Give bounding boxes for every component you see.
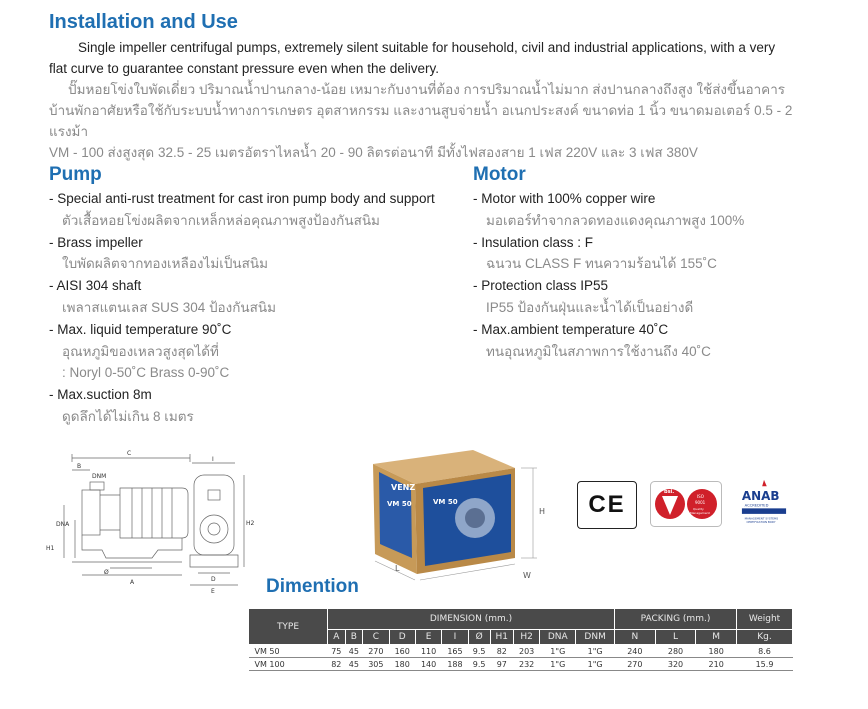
pump-item-th: ดูดลึกได้ไม่เกิน 8 เมตร [62, 408, 194, 424]
dim-label-i: I [212, 456, 214, 463]
header-weight: Weight [737, 609, 793, 630]
value-cell: 188 [442, 658, 468, 671]
dimention-title: Dimention [266, 576, 359, 597]
bsi-text: bsi. [664, 489, 675, 495]
value-cell: 9.5 [468, 658, 490, 671]
product-box-image [365, 446, 560, 586]
value-cell: 240 [615, 645, 656, 658]
dim-label-a: A [130, 579, 135, 586]
dim-label-b: B [77, 463, 82, 470]
column-header: D [389, 630, 415, 645]
value-cell: 203 [513, 645, 539, 658]
dim-label-phi: Ø [104, 569, 109, 576]
anab-accredited: ACCREDITED [744, 503, 769, 508]
motor-item-en: - Protection class IP55 [473, 278, 609, 294]
header-type: TYPE [249, 609, 328, 645]
value-cell: 305 [363, 658, 389, 671]
table-row [249, 658, 793, 671]
value-cell: 320 [655, 658, 696, 671]
column-header: A [328, 630, 346, 645]
column-header: DNA [540, 630, 576, 645]
anab-sub3: CERTIFICATION BODY [746, 520, 776, 524]
value-cell: 210 [696, 658, 737, 671]
motor-item-en: - Insulation class : F [473, 234, 594, 250]
install-en-line1: Single impeller centrifugal pumps, extremely silent suitable for household, civil and industrial applications, with a very [78, 40, 776, 55]
column-header: B [345, 630, 363, 645]
column-header: I [442, 630, 468, 645]
header-dimension: DIMENSION (mm.) [328, 609, 615, 630]
motor-item-th: ทนอุณหภูมิในสภาพการใช้งานถึง 40˚C [486, 343, 711, 359]
iso-line3: Quality [693, 507, 704, 511]
pump-item-th: เพลาสแตนเลส SUS 304 ป้องกันสนิม [62, 299, 277, 315]
column-header: H1 [490, 630, 513, 645]
anab-text: ANAB [741, 489, 780, 504]
value-cell: 110 [415, 645, 441, 658]
dim-label-h1: H1 [46, 545, 55, 552]
value-cell: 160 [389, 645, 415, 658]
value-cell: 9.5 [468, 645, 490, 658]
header-packing: PACKING (mm.) [615, 609, 737, 630]
motor-spec-list [473, 188, 803, 362]
table-body [249, 645, 793, 671]
iso-line1: ISO [697, 494, 704, 499]
value-cell: 232 [513, 658, 539, 671]
pump-item-th: : Noryl 0-50˚C Brass 0-90˚C [62, 365, 230, 381]
box-model-front: VM 50 [433, 498, 458, 506]
table-row [249, 645, 793, 658]
column-header: C [363, 630, 389, 645]
pump-spec-list [49, 188, 469, 428]
install-en-line2: flat curve to guarantee constant pressure even when the delivery. [49, 61, 439, 76]
value-cell: 1"G [540, 658, 576, 671]
value-cell: 1"G [540, 645, 576, 658]
value-cell: 140 [415, 658, 441, 671]
dimension-table [248, 608, 793, 671]
column-header: Ø [468, 630, 490, 645]
pump-item-en: - Special anti-rust treatment for cast iron pump body and support [49, 191, 435, 206]
box-dim-w: W [523, 571, 531, 580]
motor-item-th: ฉนวน CLASS F ทนความร้อนได้ 155˚C [486, 256, 717, 272]
value-cell: 45 [345, 645, 363, 658]
anab-accredited-mark [734, 478, 794, 524]
install-th-line3: VM - 100 ส่งสูงสุด 32.5 - 25 เมตรอัตราไหลน้ำ 20 - 90 ลิตรต่อนาที มีทั้งไฟสองสาย 1 เฟส 220V และ 3 เฟส 380V [49, 145, 698, 160]
column-header: L [655, 630, 696, 645]
value-cell: 280 [655, 645, 696, 658]
value-cell: 82 [328, 658, 346, 671]
pump-item-en: - Brass impeller [49, 234, 143, 250]
column-header: H2 [513, 630, 539, 645]
dim-label-dna: DNA [56, 521, 70, 528]
value-cell: 75 [328, 645, 346, 658]
type-cell: VM 100 [249, 658, 328, 671]
value-cell: 180 [389, 658, 415, 671]
value-cell: 165 [442, 645, 468, 658]
motor-item-en: - Motor with 100% copper wire [473, 191, 656, 206]
column-header: DNM [576, 630, 615, 645]
column-header: E [415, 630, 441, 645]
dim-label-c: C [127, 450, 132, 457]
value-cell: 180 [696, 645, 737, 658]
value-cell: 1"G [576, 645, 615, 658]
column-header: N [615, 630, 656, 645]
box-brand: VENZ [391, 483, 416, 492]
motor-title: Motor [473, 164, 526, 185]
ce-mark-text: CE [588, 491, 626, 518]
iso-line4: Management [690, 511, 710, 515]
anab-sub2: MANAGEMENT SYSTEMS [744, 516, 779, 521]
value-cell: 97 [490, 658, 513, 671]
column-header-row [249, 630, 793, 645]
column-header: Kg. [737, 630, 793, 645]
pump-item-en: - AISI 304 shaft [49, 278, 142, 294]
installation-title: Installation and Use [49, 11, 238, 33]
pump-title: Pump [49, 164, 102, 185]
motor-item-en: - Max.ambient temperature 40˚C [473, 321, 669, 337]
pump-item-th: อุณหภูมิของเหลวสูงสุดได้ที่ [62, 343, 219, 359]
installation-description [49, 37, 809, 163]
ce-mark [577, 481, 637, 529]
install-th-line2: บ้านพักอาศัยหรือใช้กับระบบน้ำทางการเกษตร อุตสาหกรรม และงานสูบจ่ายน้ำ อเนกประสงค์ ขนาดท่อ 1 นิ้ว ขนาดมอเตอร์ 0.5 - 2 แรงม้า [49, 103, 793, 139]
box-dim-l: L [395, 564, 400, 573]
value-cell: 15.9 [737, 658, 793, 671]
dim-label-d: D [211, 576, 216, 583]
value-cell: 1"G [576, 658, 615, 671]
pump-item-en: - Max.suction 8m [49, 387, 152, 403]
box-model: VM 50 [387, 500, 412, 508]
pump-item-th: ตัวเสื้อหอยโข่งผลิตจากเหล็กหล่อคุณภาพสูงป้องกันสนิม [62, 212, 380, 228]
dim-label-dnm: DNM [92, 473, 107, 480]
box-dim-h: H [539, 507, 546, 516]
value-cell: 270 [363, 645, 389, 658]
pump-item-en: - Max. liquid temperature 90˚C [49, 321, 232, 337]
value-cell: 45 [345, 658, 363, 671]
dim-label-h2: H2 [246, 520, 255, 527]
dim-label-e: E [211, 588, 215, 595]
motor-item-th: IP55 ป้องกันฝุ่นและน้ำได้เป็นอย่างดี [486, 299, 694, 315]
motor-item-th: มอเตอร์ทำจากลวดทองแดงคุณภาพสูง 100% [486, 212, 745, 228]
install-th-line1: ปั๊มหอยโข่งใบพัดเดี่ยว ปริมาณน้ำปานกลาง-น้อย เหมาะกับงานที่ต้อง การปริมาณน้ำไม่มาก ส่งปานกลางถึงสูง ใช้ส่งขึ้นอาคาร [68, 82, 786, 97]
pump-front-view-drawing [180, 455, 255, 595]
value-cell: 82 [490, 645, 513, 658]
value-cell: 270 [615, 658, 656, 671]
column-header: M [696, 630, 737, 645]
iso-line2: 9001 [695, 500, 706, 505]
type-cell: VM 50 [249, 645, 328, 658]
value-cell: 8.6 [737, 645, 793, 658]
bsi-iso9001-mark [650, 481, 722, 527]
pump-item-th: ใบพัดผลิตจากทองเหลืองไม่เป็นสนิม [62, 256, 268, 272]
